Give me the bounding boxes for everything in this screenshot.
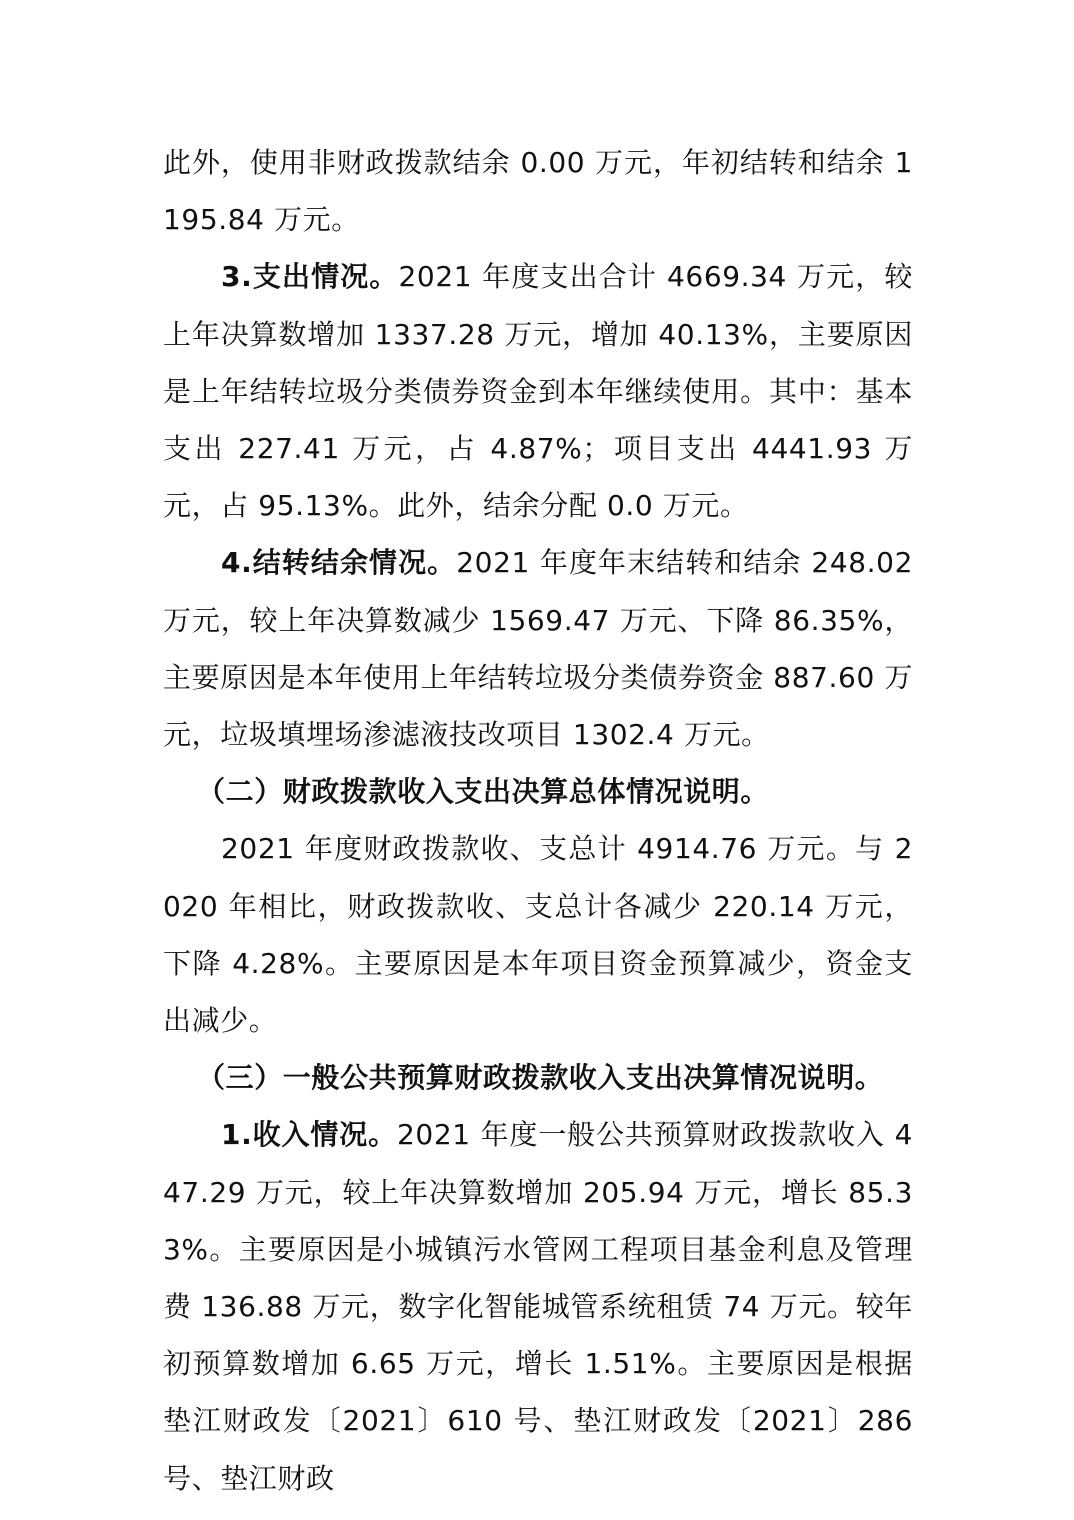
paragraph-fiscal-total: 2021 年度财政拨款收、支总计 4914.76 万元。与 2020 年相比，财政拨款收、支总计各减少 220.14 万元，下降 4.28%。主要原因是本年项目资金预算减少，资金支出减少。 [163, 832, 913, 1038]
paragraph-carryover-text: 2021 年度年末结转和结余 248.02 万元，较上年决算数减少 1569.47 万元、下降 86.35%，主要原因是本年使用上年结转垃圾分类债券资金 887.60 万元，垃圾填埋场渗滤液技改项目 1302.4 万元。 [163, 546, 913, 752]
section-heading-general-budget: （三）一般公共预算财政拨款收入支出决算情况说明。 [197, 1061, 884, 1095]
section-lead-income: 1.收入情况。 [221, 1118, 398, 1152]
paragraph-income [163, 1106, 913, 1506]
paragraph-expenditure-text: 2021 年度支出合计 4669.34 万元，较上年决算数增加 1337.28 万元，增加 40.13%，主要原因是上年结转垃圾分类债券资金到本年继续使用。其中：基本支出 227.41 万元，占 4.87%；项目支出 4441.93 万元，占 95.13%。此外，结余分配 0.0 万元。 [163, 260, 913, 523]
paragraph-income-continuation: 此外，使用非财政拨款结余 0.00 万元，年初结转和结余 1195.84 万元。 [163, 146, 913, 237]
section-lead-expenditure: 3.支出情况。 [221, 260, 399, 294]
section-lead-carryover: 4.结转结余情况。 [221, 546, 457, 580]
paragraph-income-text: 2021 年度一般公共预算财政拨款收入 447.29 万元，较上年决算数增加 205.94 万元，增长 85.33%。主要原因是小城镇污水管网工程项目基金利息及管理费 136.88 万元，数字化智能城管系统租赁 74 万元。较年初预算数增加 6.65 万元，增长 1.51%。主要原因是根据垫江财政发〔2021〕610 号、垫江财政发〔2021〕286 号、垫江财政 [163, 1118, 913, 1495]
paragraph-carryover [163, 534, 913, 763]
section-heading-fiscal-total: （二）财政拨款收入支出决算总体情况说明。 [197, 775, 770, 809]
paragraph-expenditure [163, 248, 913, 534]
document-page [163, 134, 913, 1507]
